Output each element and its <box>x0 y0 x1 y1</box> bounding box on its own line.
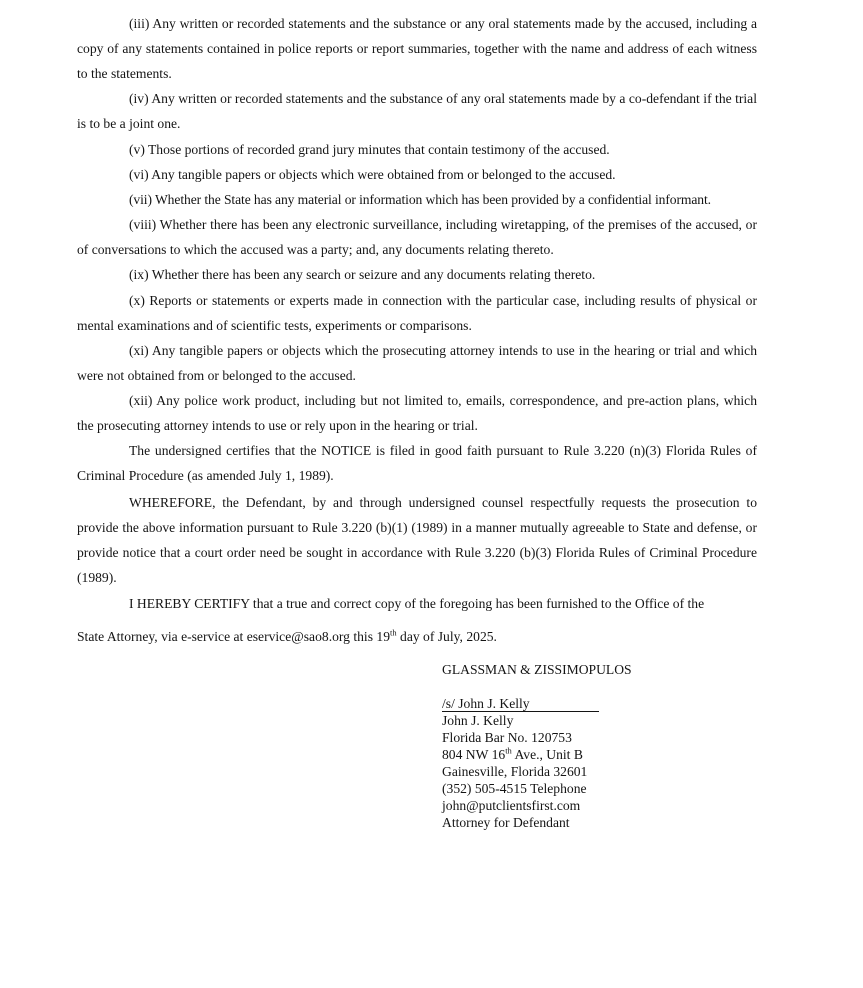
firm-name: GLASSMAN & ZISSIMOPULOS <box>442 662 632 677</box>
good-faith-certification: The undersigned certifies that the NOTICE is filed in good faith pursuant to Rule 3.220 (n)(3) Florida Rules of Criminal Procedure (as amended July 1, 1989). <box>77 443 757 483</box>
wherefore-clause: WHEREFORE, the Defendant, by and through undersigned counsel respectfully requests the prosecution to provide the above information pursuant to Rule 3.220 (b)(1) (1989) in a manner mutually agreeable to State and defense, or provide notice that a court order need be sought in accordance with Rule 3.220 (b)(3) Florida Rules of Criminal Procedure (1989). <box>77 495 757 585</box>
street-ordinal-suffix: th <box>505 745 512 756</box>
paragraph-item-iii: (iii) Any written or recorded statements and the substance or any oral statements made by the accused, including a copy of any statements contained in police reports or report summaries, together with the name and address of each witness to the statements. <box>77 16 757 81</box>
certificate-of-service-line1: I HEREBY CERTIFY that a true and correct copy of the foregoing has been furnished to the Office of the <box>129 596 705 611</box>
paragraph-item-x: (x) Reports or statements or experts made in connection with the particular case, including results of physical or mental examinations and of scientific tests, experiments or comparisons. <box>77 293 757 333</box>
paragraph-item-v: (v) Those portions of recorded grand jury minutes that contain testimony of the accused. <box>129 142 610 157</box>
email-address: john@putclientsfirst.com <box>442 798 581 813</box>
attorney-name: John J. Kelly <box>442 713 514 728</box>
paragraph-item-viii: (viii) Whether there has been any electronic surveillance, including wiretapping, of the premises of the accused, or of conversations to which the accused was a party; and, any documents relating thereto. <box>77 217 757 257</box>
paragraph-item-xi: (xi) Any tangible papers or objects which the prosecuting attorney intends to use in the hearing or trial and which were not obtained from or belonged to the accused. <box>77 343 757 383</box>
street-address-unit: Ave., Unit B <box>511 747 583 762</box>
paragraph-item-xii: (xii) Any police work product, including but not limited to, emails, correspondence, and pre-action plans, which the prosecuting attorney intends to use or rely upon in the hearing or trial. <box>77 393 757 433</box>
bar-number: Florida Bar No. 120753 <box>442 730 572 745</box>
paragraph-item-vii: (vii) Whether the State has any material or information which has been provided by a confidential informant. <box>129 192 711 207</box>
certificate-text: State Attorney, via e-service at eservice@sao8.org this 19 <box>77 629 390 644</box>
attorney-role: Attorney for Defendant <box>442 815 570 830</box>
electronic-signature: /s/ John J. Kelly <box>442 696 599 712</box>
paragraph-item-iv: (iv) Any written or recorded statements and the substance of any oral statements made by a co-defendant if the trial is to be a joint one. <box>77 91 757 131</box>
certificate-of-service-line2 <box>77 628 497 646</box>
telephone: (352) 505-4515 Telephone <box>442 781 587 796</box>
ordinal-suffix: th <box>390 627 397 638</box>
paragraph-item-ix: (ix) Whether there has been any search or seizure and any documents relating thereto. <box>129 267 596 282</box>
paragraph-item-vi: (vi) Any tangible papers or objects which were obtained from or belonged to the accused. <box>129 167 616 182</box>
signature-block <box>442 695 599 831</box>
certificate-text-end: day of July, 2025. <box>396 629 497 644</box>
street-address-text: 804 NW 16 <box>442 747 506 762</box>
city-state-zip: Gainesville, Florida 32601 <box>442 764 588 779</box>
street-address <box>442 746 599 763</box>
